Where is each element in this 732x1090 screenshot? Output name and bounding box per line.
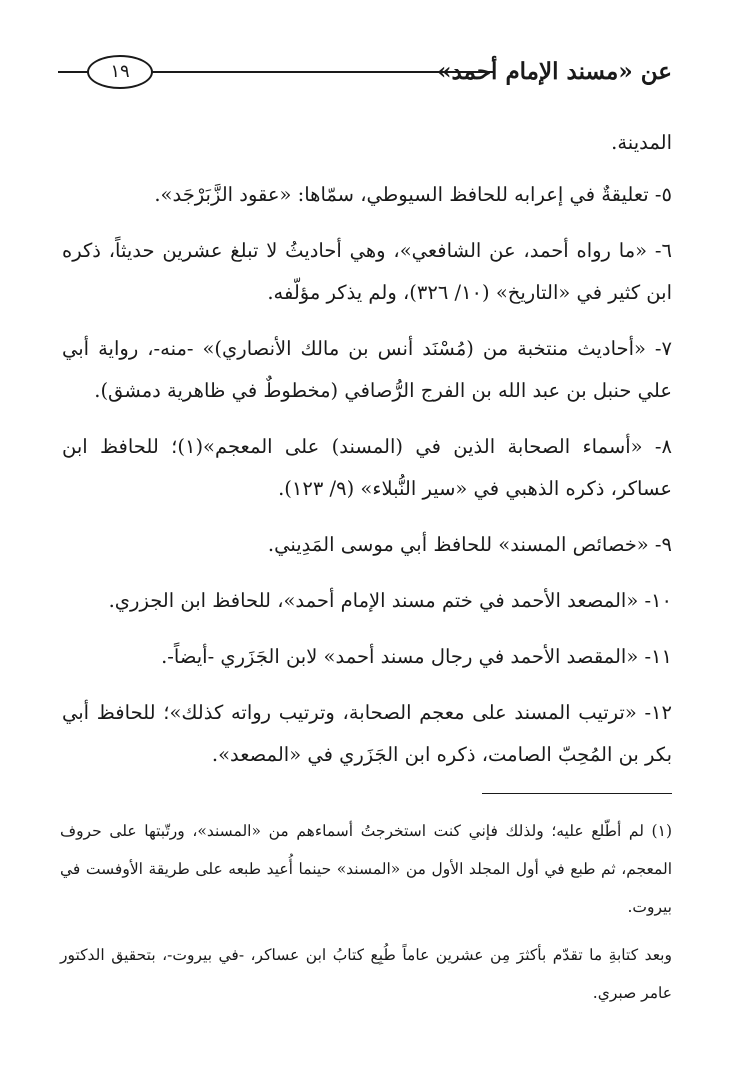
footnote-separator [482, 793, 672, 794]
list-item-5: ٥- تعليقةٌ في إعرابه للحافظ السيوطي، سمّاها: «عقود الزَّبَرْجَد». [154, 183, 672, 206]
list-item-8: ٨- «أسماء الصحابة الذين في (المسند) على المعجم»(١)؛ للحافظ ابن عساكر، ذكره الذهبي في «سير النُّبلاء» (٩/ ١٢٣). [62, 435, 672, 500]
running-header-title: عن «مسند الإمام أحمد» [437, 58, 672, 85]
page-number: ١٩ [87, 55, 153, 89]
footnote-1: (١) لم أطّلع عليه؛ ولذلك فإني كنت استخرجتُ أسماءهم من «المسند»، ورتّبتها على حروف المعجم، ثم طبع في أول المجلد الأول من «المسند» حينما أُعيد طبعه على طريقة الأوفست في بيروت. [60, 822, 672, 916]
list-item-9: ٩- «خصائص المسند» للحافظ أبي موسى المَدِيني. [267, 533, 672, 556]
footnotes [60, 812, 672, 1022]
main-text [62, 122, 672, 790]
running-header [0, 52, 732, 98]
list-item-6: ٦- «ما رواه أحمد، عن الشافعي»، وهي أحاديثُ لا تبلغ عشرين حديثاً، ذكره ابن كثير في «التاريخ» (١٠/ ٣٢٦)، ولم يذكر مؤلّفه. [62, 239, 672, 304]
list-item-7: ٧- «أحاديث منتخبة من (مُسْنَد أنس بن مالك الأنصاري)» -منه-، رواية أبي علي حنبل بن عبد الله بن الفرج الرُّصافي (مخطوطٌ في ظاهرية دمشق). [62, 337, 672, 402]
list-item-12: ١٢- «ترتيب المسند على معجم الصحابة، وترتيب رواته كذلك»؛ للحافظ أبي بكر بن المُحِبّ الصامت، ذكره ابن الجَزَري في «المصعد». [62, 701, 672, 766]
list-item-10: ١٠- «المصعد الأحمد في ختم مسند الإمام أحمد»، للحافظ ابن الجزري. [108, 589, 672, 612]
footnote-continuation: وبعد كتابةِ ما تقدّم بأكثرَ مِن عشرين عاماً طُبِع كتابُ ابن عساكر، -في بيروت-، بتحقيق الدكتور عامر صبري. [60, 946, 672, 1002]
paragraph-continuation: المدينة. [611, 131, 672, 154]
list-item-11: ١١- «المقصد الأحمد في رجال مسند أحمد» لابن الجَزَري -أيضاً-. [161, 645, 672, 668]
